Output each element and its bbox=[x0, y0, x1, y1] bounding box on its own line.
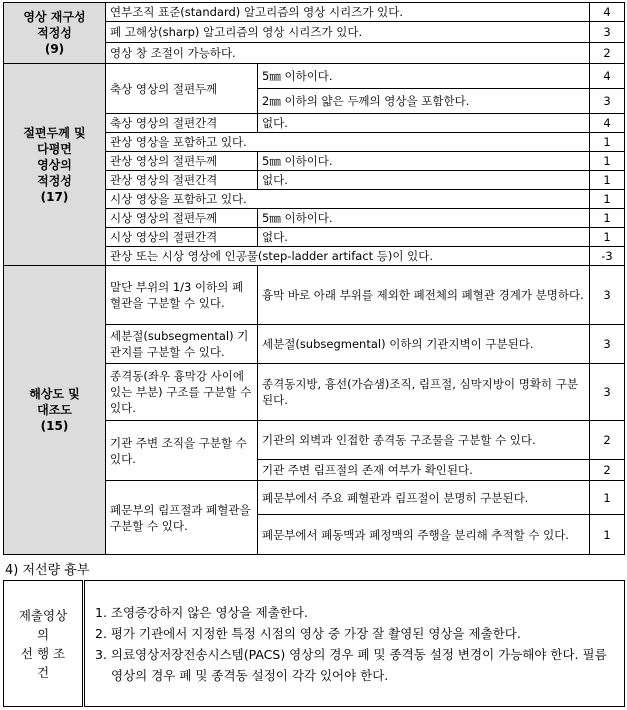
item-cell: 관상 영상의 절편두께 bbox=[106, 152, 258, 171]
table-row bbox=[4, 266, 625, 325]
score-cell: 1 bbox=[590, 515, 625, 555]
detail-cell: 흉막 바로 아래 부위를 제외한 폐전체의 폐혈관 경계가 분명하다. bbox=[258, 266, 590, 325]
table-row bbox=[4, 64, 625, 89]
item-cell: 기관 주변 조직을 구분할 수 있다. bbox=[106, 421, 258, 481]
detail-cell: 폐문부에서 주요 폐혈관과 림프절이 분명히 구분된다. bbox=[258, 481, 590, 515]
score-cell: 1 bbox=[590, 171, 625, 190]
detail-cell: 2㎜ 이하의 얇은 두께의 영상을 포함한다. bbox=[258, 89, 590, 114]
detail-cell: 없다. bbox=[258, 228, 590, 247]
item-cell: 관상 영상의 절편간격 bbox=[106, 171, 258, 190]
score-cell: 3 bbox=[590, 22, 625, 43]
detail-cell: 기관의 외벽과 인접한 종격동 구조물을 구분할 수 있다. bbox=[258, 421, 590, 460]
score-cell: 4 bbox=[590, 64, 625, 89]
category-cell: 절편두께 및 다평면 영상의 적정성 (17) bbox=[4, 64, 106, 266]
item-cell: 축상 영상의 절편두께 bbox=[106, 64, 258, 114]
score-cell: 1 bbox=[590, 209, 625, 228]
item-cell: 세분절(subsegmental) 기관지를 구분할 수 있다. bbox=[106, 325, 258, 364]
item-cell: 축상 영상의 절편간격 bbox=[106, 114, 258, 133]
criteria-table bbox=[3, 580, 625, 707]
criteria-item: 1. 조영증강하지 않은 영상을 제출한다. bbox=[95, 604, 308, 620]
category-cell: 영상 재구성 적정성 (9) bbox=[4, 3, 106, 64]
score-cell: 1 bbox=[590, 228, 625, 247]
detail-cell: 기관 주변 림프절의 존재 여부가 확인된다. bbox=[258, 460, 590, 481]
item-cell: 관상 영상을 포함하고 있다. bbox=[106, 133, 590, 152]
criteria-label: 제출영상 의 선 행 조 건 bbox=[4, 581, 84, 707]
detail-cell: 없다. bbox=[258, 114, 590, 133]
item-cell: 시상 영상의 절편두께 bbox=[106, 209, 258, 228]
score-cell: 4 bbox=[590, 3, 625, 22]
score-cell: 2 bbox=[590, 421, 625, 460]
score-cell: 3 bbox=[590, 325, 625, 364]
criteria-item: 3. 의료영상저장전송시스템(PACS) 영상의 경우 폐 및 종격동 설정 변경이 가능해야 한다. 필름 영상의 경우 폐 및 종격동 설정이 각각 있어야 한다. bbox=[95, 646, 607, 683]
detail-cell: 5㎜ 이하이다. bbox=[258, 152, 590, 171]
score-cell: 2 bbox=[590, 43, 625, 64]
score-cell: -3 bbox=[590, 247, 625, 266]
evaluation-table bbox=[3, 2, 625, 555]
detail-cell: 5㎜ 이하이다. bbox=[258, 64, 590, 89]
score-cell: 1 bbox=[590, 481, 625, 515]
item-cell: 종격동(좌우 흉막강 사이에 있는 부분) 구조를 구분할 수 있다. bbox=[106, 364, 258, 421]
score-cell: 4 bbox=[590, 114, 625, 133]
score-cell: 1 bbox=[590, 190, 625, 209]
detail-cell: 폐문부에서 폐동맥과 폐정맥의 주행을 분리해 추적할 수 있다. bbox=[258, 515, 590, 555]
item-cell: 말단 부위의 1/3 이하의 폐혈관을 구분할 수 있다. bbox=[106, 266, 258, 325]
item-cell: 시상 영상의 절편간격 bbox=[106, 228, 258, 247]
item-cell: 연부조직 표준(standard) 알고리즘의 영상 시리즈가 있다. bbox=[106, 3, 590, 22]
score-cell: 1 bbox=[590, 133, 625, 152]
item-cell: 시상 영상을 포함하고 있다. bbox=[106, 190, 590, 209]
criteria-body bbox=[84, 581, 625, 707]
table-row bbox=[4, 3, 625, 22]
detail-cell: 5㎜ 이하이다. bbox=[258, 209, 590, 228]
score-cell: 3 bbox=[590, 266, 625, 325]
score-cell: 3 bbox=[590, 364, 625, 421]
score-cell: 2 bbox=[590, 460, 625, 481]
detail-cell: 종격동지방, 흉선(가슴샘)조직, 림프절, 심막지방이 명확히 구분된다. bbox=[258, 364, 590, 421]
score-cell: 1 bbox=[590, 152, 625, 171]
item-cell: 관상 또는 시상 영상에 인공물(step-ladder artifact 등)이 있다. bbox=[106, 247, 590, 266]
item-cell: 영상 창 조절이 가능하다. bbox=[106, 43, 590, 64]
item-cell: 폐문부의 림프절과 폐혈관을 구분할 수 있다. bbox=[106, 481, 258, 555]
detail-cell: 없다. bbox=[258, 171, 590, 190]
score-cell: 3 bbox=[590, 89, 625, 114]
section-heading: 4) 저선량 흉부 bbox=[5, 563, 90, 578]
detail-cell: 세분절(subsegmental) 이하의 기관지벽이 구분된다. bbox=[258, 325, 590, 364]
category-cell: 해상도 및 대조도 (15) bbox=[4, 266, 106, 555]
criteria-item: 2. 평가 기관에서 지정한 특정 시점의 영상 중 가장 잘 촬영된 영상을 제출한다. bbox=[95, 625, 521, 641]
item-cell: 폐 고해상(sharp) 알고리즘의 영상 시리즈가 있다. bbox=[106, 22, 590, 43]
